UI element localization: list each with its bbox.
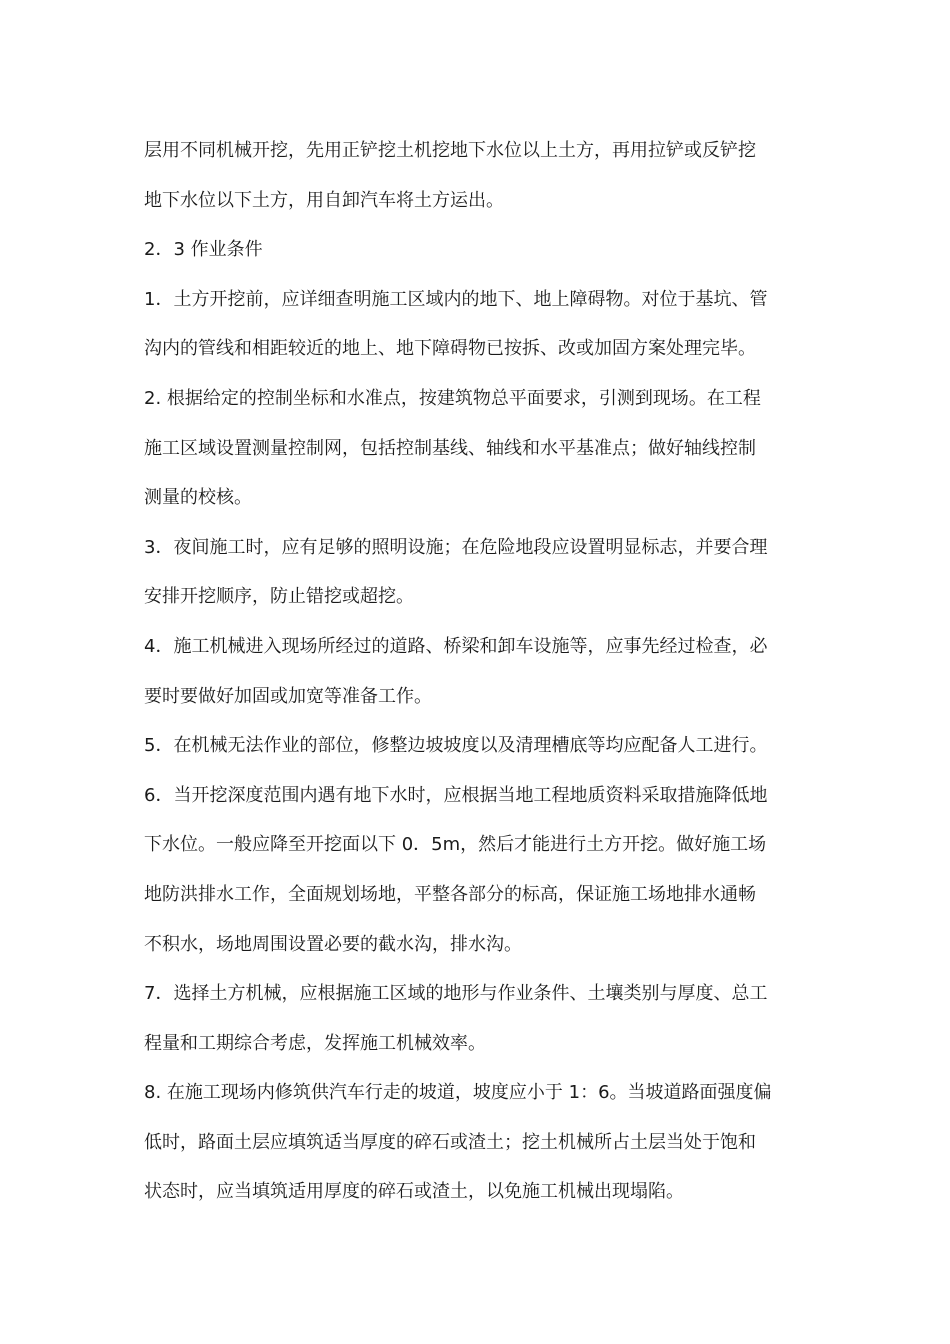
text-line: 施工区域设置测量控制网，包括控制基线、轴线和水平基准点；做好轴线控制 (144, 437, 756, 459)
text-line: 程量和工期综合考虑，发挥施工机械效率。 (144, 1032, 486, 1054)
text-line: 2. 根据给定的控制坐标和水准点，按建筑物总平面要求，引测到现场。在工程 (144, 387, 761, 409)
text-line: 8. 在施工现场内修筑供汽车行走的坡道，坡度应小于 1：6。当坡道路面强度偏 (144, 1082, 772, 1104)
text-line: 6．当开挖深度范围内遇有地下水时，应根据当地工程地质资料采取措施降低地 (144, 784, 768, 806)
text-line: 下水位。一般应降至开挖面以下 0．5m，然后才能进行土方开挖。做好施工场 (144, 834, 767, 856)
text-line: 5．在机械无法作业的部位，修整边坡坡度以及清理槽底等均应配备人工进行。 (144, 735, 768, 757)
text-line: 要时要做好加固或加宽等准备工作。 (144, 685, 432, 707)
text-line: 测量的校核。 (144, 487, 252, 509)
text-line: 地防洪排水工作，全面规划场地，平整各部分的标高，保证施工场地排水通畅 (144, 883, 756, 905)
text-line: 地下水位以下土方，用自卸汽车将土方运出。 (144, 189, 504, 211)
section-heading: 2．3 作业条件 (144, 239, 263, 261)
text-line: 4．施工机械进入现场所经过的道路、桥梁和卸车设施等，应事先经过检查，必 (144, 635, 768, 657)
text-line: 1．土方开挖前，应详细查明施工区域内的地下、地上障碍物。对位于基坑、管 (144, 288, 768, 310)
text-line: 状态时，应当填筑适用厚度的碎石或渣土，以免施工机械出现塌陷。 (144, 1181, 684, 1203)
text-line: 3．夜间施工时，应有足够的照明设施；在危险地段应设置明显标志，并要合理 (144, 536, 768, 558)
text-line: 沟内的管线和相距较近的地上、地下障碍物已按拆、改或加固方案处理完毕。 (144, 338, 756, 360)
text-line: 安排开挖顺序，防止错挖或超挖。 (144, 586, 414, 608)
text-line: 层用不同机械开挖，先用正铲挖土机挖地下水位以上土方，再用拉铲或反铲挖 (144, 140, 756, 161)
document-body (144, 126, 814, 1217)
text-line: 7．选择土方机械，应根据施工区域的地形与作业条件、土壤类别与厚度、总工 (144, 983, 768, 1005)
text-line: 低时，路面土层应填筑适当厚度的碎石或渣土；挖土机械所占土层当处于饱和 (144, 1131, 756, 1153)
text-line: 不积水，场地周围设置必要的截水沟，排水沟。 (144, 933, 522, 955)
